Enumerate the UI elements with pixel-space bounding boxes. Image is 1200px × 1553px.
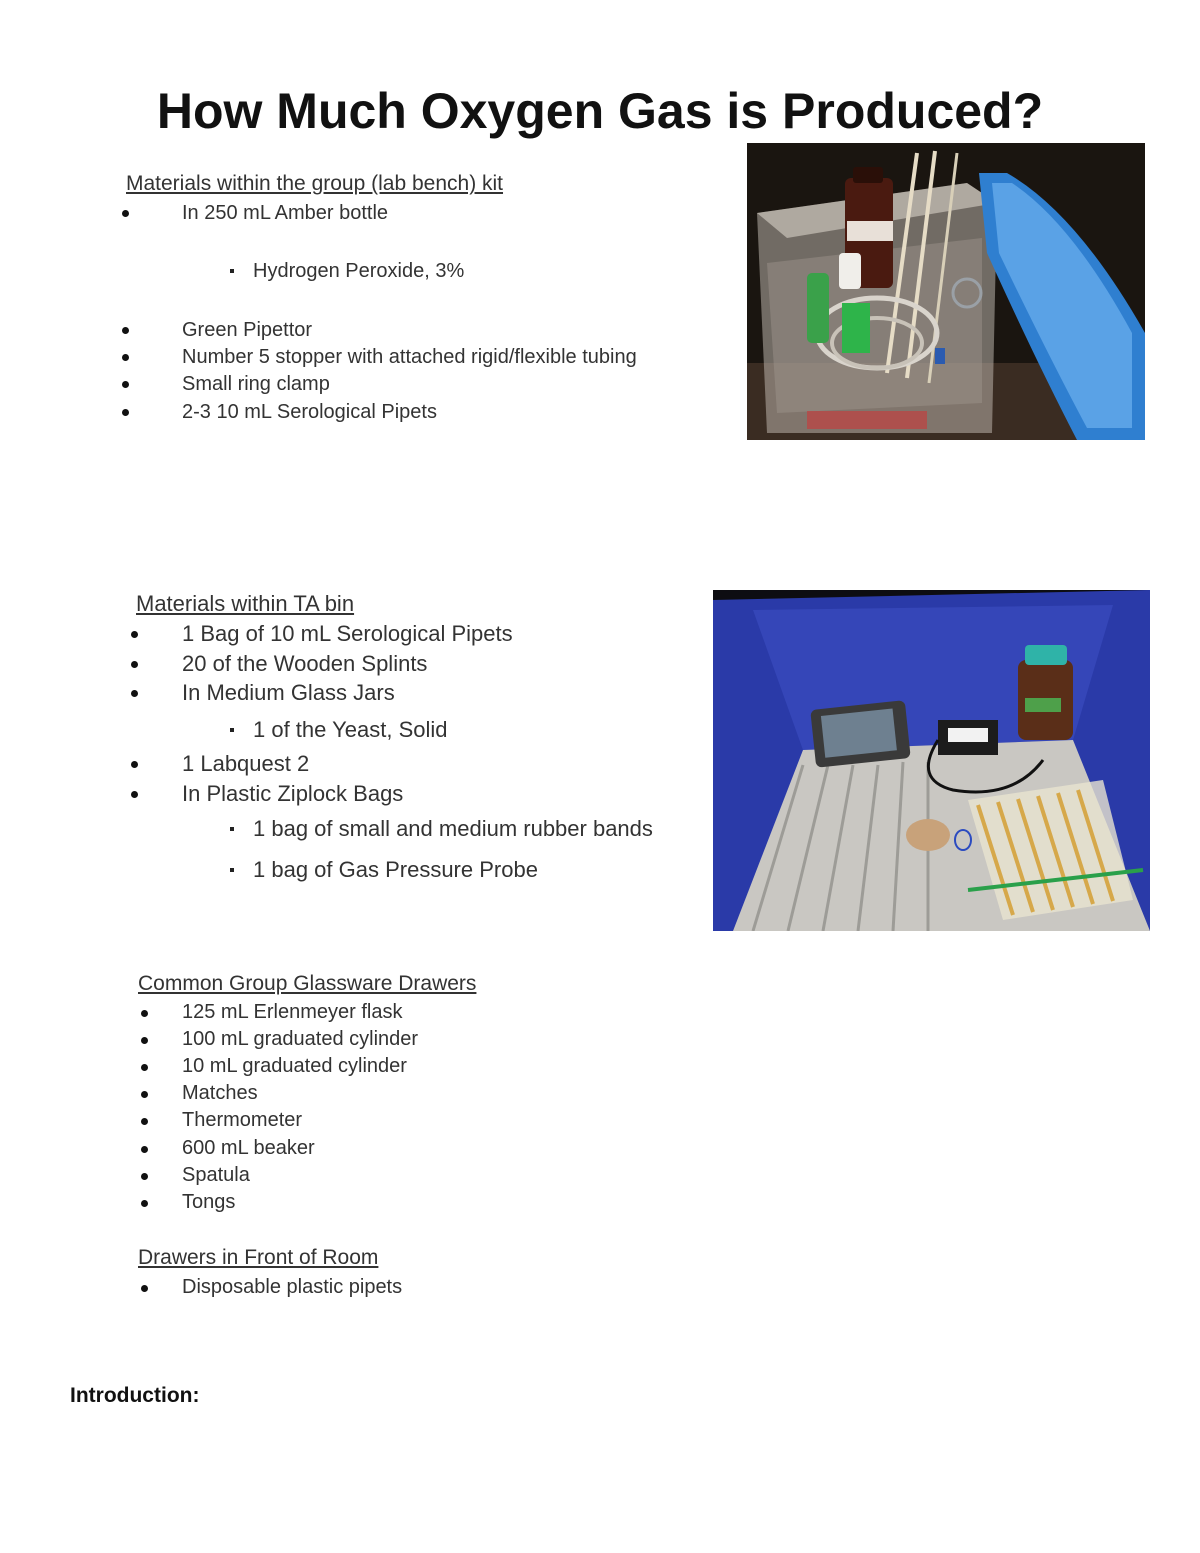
sub-bullet-icon [230, 728, 234, 732]
list-item: Spatula [182, 1164, 250, 1186]
sub-bullet-icon [230, 868, 234, 872]
sub-bullet-icon [230, 827, 234, 831]
glassware-heading: Common Group Glassware Drawers [138, 972, 477, 995]
list-item: Tongs [182, 1191, 236, 1213]
list-item: In 250 mL Amber bottle [182, 202, 389, 224]
list-item: 20 of the Wooden Splints [182, 651, 428, 676]
list-item: In Plastic Ziplock Bags [182, 781, 404, 806]
bullet-icon [141, 1200, 148, 1207]
lab-kit-photo [747, 143, 1145, 440]
bullet-icon [141, 1146, 148, 1153]
list-item: Thermometer [182, 1109, 303, 1131]
bullet-icon [122, 210, 129, 217]
list-item: Disposable plastic pipets [182, 1276, 403, 1298]
list-item: 600 mL beaker [182, 1137, 315, 1159]
list-item: Green Pipettor [182, 319, 313, 341]
group-kit-heading: Materials within the group (lab bench) kit [126, 172, 504, 195]
bullet-icon [141, 1064, 148, 1071]
ta-bin-photo [713, 590, 1150, 931]
bullet-icon [141, 1091, 148, 1098]
bullet-icon [131, 690, 138, 697]
sub-bullet-icon [230, 269, 234, 273]
bullet-icon [141, 1010, 148, 1017]
list-item: 1 Bag of 10 mL Serological Pipets [182, 621, 513, 646]
bullet-icon [131, 761, 138, 768]
front-drawers-heading: Drawers in Front of Room [138, 1246, 379, 1269]
bullet-icon [141, 1285, 148, 1292]
ta-bin-heading: Materials within TA bin [136, 591, 355, 616]
list-item: 1 bag of small and medium rubber bands [253, 816, 653, 841]
list-item: In Medium Glass Jars [182, 680, 395, 705]
bullet-icon [141, 1037, 148, 1044]
bullet-icon [131, 631, 138, 638]
list-item: 1 of the Yeast, Solid [253, 717, 448, 742]
list-item: 1 bag of Gas Pressure Probe [253, 857, 538, 882]
bullet-icon [141, 1118, 148, 1125]
list-item: Small ring clamp [182, 373, 330, 395]
list-item: 125 mL Erlenmeyer flask [182, 1001, 403, 1023]
bullet-icon [122, 409, 129, 416]
list-item: 100 mL graduated cylinder [182, 1028, 419, 1050]
list-item: Matches [182, 1082, 258, 1104]
list-item: Hydrogen Peroxide, 3% [253, 260, 465, 282]
bullet-icon [141, 1173, 148, 1180]
bullet-icon [122, 381, 129, 388]
bullet-icon [131, 791, 138, 798]
introduction-heading: Introduction: [70, 1384, 200, 1407]
page-title: How Much Oxygen Gas is Produced? [156, 83, 1044, 139]
list-item: 1 Labquest 2 [182, 751, 310, 776]
bullet-icon [131, 661, 138, 668]
list-item: Number 5 stopper with attached rigid/flexible tubing [182, 346, 637, 368]
list-item: 2-3 10 mL Serological Pipets [182, 401, 437, 423]
bullet-icon [122, 327, 129, 334]
list-item: 10 mL graduated cylinder [182, 1055, 407, 1077]
bullet-icon [122, 354, 129, 361]
